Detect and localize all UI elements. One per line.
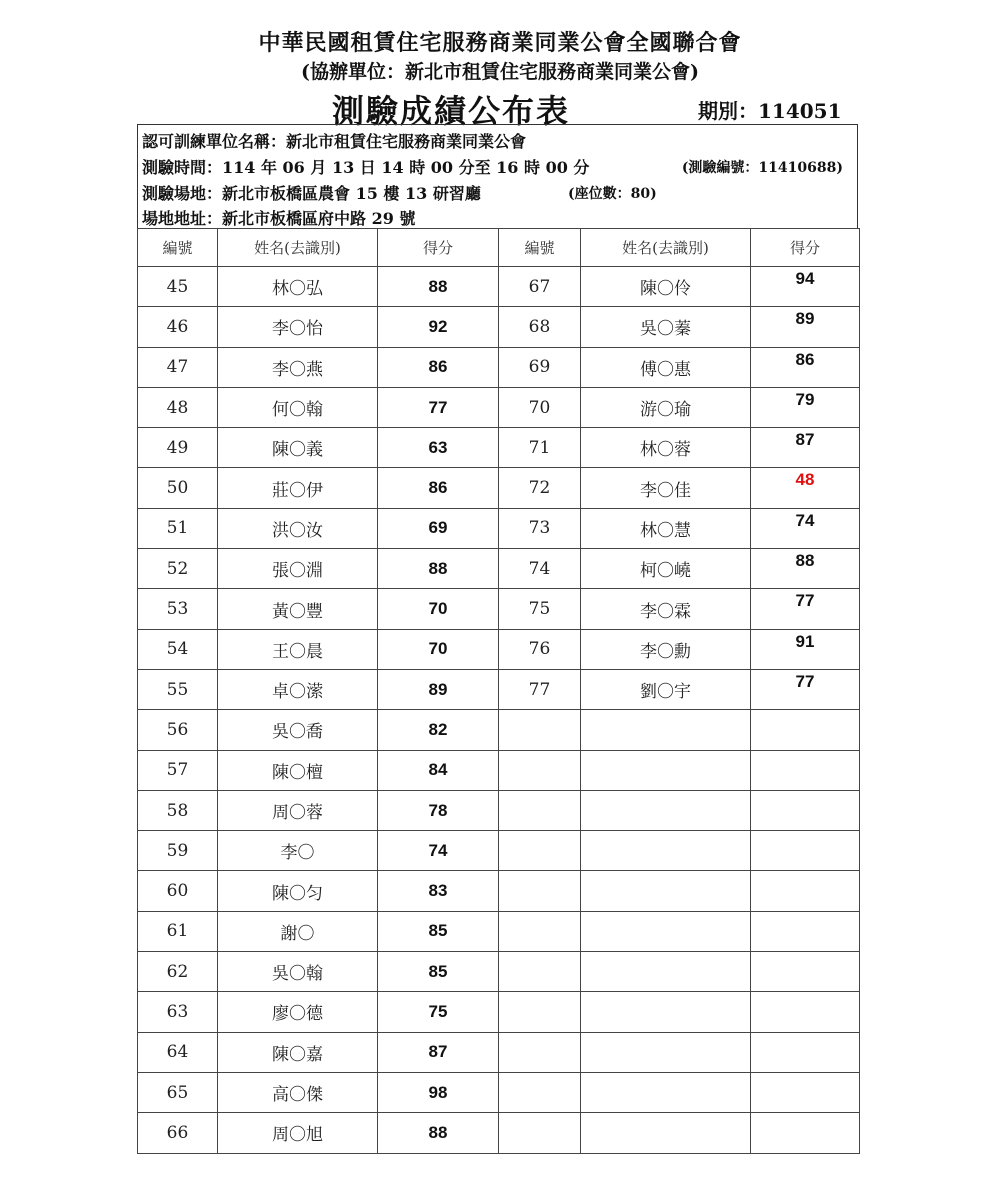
header-score-left: 得分 (378, 229, 499, 267)
table-body (138, 267, 860, 1154)
score-cell: 85 (378, 911, 499, 951)
score-cell: 70 (378, 629, 499, 669)
exam-no-cell: 64 (138, 1032, 218, 1072)
score-value: 77 (795, 591, 815, 611)
exam-no-cell: 48 (138, 387, 218, 427)
empty-cell (751, 790, 860, 830)
exam-no-cell: 58 (138, 790, 218, 830)
empty-cell (499, 750, 581, 790)
candidate-name-cell: 陳〇伶 (581, 267, 751, 307)
score-cell: 87 (378, 1032, 499, 1072)
empty-cell (499, 1072, 581, 1112)
score-cell: 63 (378, 428, 499, 468)
candidate-name-cell: 李〇 (218, 831, 378, 871)
score-cell: 98 (378, 1072, 499, 1112)
co-organizer-line: (協辦單位：新北市租賃住宅服務商業同業公會) (301, 61, 699, 83)
exam-time: 測驗時間：114 年 06 月 13 日 14 時 00 分至 16 時 00 分 (142, 158, 590, 177)
exam-no-cell: 49 (138, 428, 218, 468)
document-title: 測驗成績公布表 (332, 92, 571, 130)
association-title: 中華民國租賃住宅服務商業同業公會全國聯合會 (258, 30, 742, 56)
candidate-name-cell: 吳〇翰 (218, 952, 378, 992)
candidate-name-cell: 張〇淵 (218, 549, 378, 589)
score-cell: 84 (378, 750, 499, 790)
empty-cell (581, 1032, 751, 1072)
table-row (138, 1032, 860, 1072)
exam-no-cell: 61 (138, 911, 218, 951)
exam-no-cell: 76 (499, 629, 581, 669)
exam-no-cell: 75 (499, 589, 581, 629)
exam-no-cell: 59 (138, 831, 218, 871)
candidate-name-cell: 吳〇喬 (218, 710, 378, 750)
score-cell: 85 (378, 952, 499, 992)
score-cell (751, 589, 860, 629)
score-value: 89 (795, 309, 815, 329)
table-row (138, 508, 860, 548)
score-cell: 86 (378, 468, 499, 508)
score-value: 77 (795, 671, 815, 691)
score-value: 86 (795, 349, 815, 369)
failing-score: 48 (795, 470, 815, 490)
table-row (138, 1072, 860, 1112)
score-cell: 82 (378, 710, 499, 750)
candidate-name-cell: 劉〇宇 (581, 669, 751, 709)
exam-no-cell: 56 (138, 710, 218, 750)
empty-cell (751, 952, 860, 992)
score-cell (751, 387, 860, 427)
header-no-left: 編號 (138, 229, 218, 267)
exam-no-cell: 72 (499, 468, 581, 508)
exam-no-cell: 71 (499, 428, 581, 468)
table-row (138, 911, 860, 951)
exam-no-cell: 54 (138, 629, 218, 669)
exam-no-cell: 52 (138, 549, 218, 589)
exam-number: (測驗編號：11410688) (681, 160, 843, 176)
header-name-right: 姓名(去識別) (581, 229, 751, 267)
candidate-name-cell: 柯〇嶢 (581, 549, 751, 589)
score-cell (751, 307, 860, 347)
empty-cell (751, 750, 860, 790)
score-cell: 88 (378, 267, 499, 307)
exam-no-cell: 46 (138, 307, 218, 347)
score-cell (751, 549, 860, 589)
score-cell (751, 428, 860, 468)
header-no-right: 編號 (499, 229, 581, 267)
empty-cell (581, 992, 751, 1032)
score-value: 87 (795, 430, 815, 450)
candidate-name-cell: 陳〇嘉 (218, 1032, 378, 1072)
table-row (138, 871, 860, 911)
exam-no-cell: 57 (138, 750, 218, 790)
exam-no-cell: 67 (499, 267, 581, 307)
candidate-name-cell: 李〇霖 (581, 589, 751, 629)
exam-no-cell: 47 (138, 347, 218, 387)
venue-address: 場地地址：新北市板橋區府中路 29 號 (142, 209, 416, 228)
exam-no-cell: 63 (138, 992, 218, 1032)
score-cell: 74 (378, 831, 499, 871)
empty-cell (581, 871, 751, 911)
exam-no-cell: 51 (138, 508, 218, 548)
score-cell: 78 (378, 790, 499, 830)
candidate-name-cell: 陳〇匀 (218, 871, 378, 911)
training-unit: 認可訓練單位名稱：新北市租賃住宅服務商業同業公會 (142, 132, 527, 151)
exam-no-cell: 68 (499, 307, 581, 347)
empty-cell (499, 952, 581, 992)
empty-cell (751, 871, 860, 911)
candidate-name-cell: 洪〇汝 (218, 508, 378, 548)
score-cell (751, 347, 860, 387)
candidate-name-cell: 林〇蓉 (581, 428, 751, 468)
empty-cell (581, 952, 751, 992)
candidate-name-cell: 莊〇伊 (218, 468, 378, 508)
score-table (137, 228, 860, 1154)
score-cell: 70 (378, 589, 499, 629)
score-cell: 77 (378, 387, 499, 427)
candidate-name-cell: 林〇弘 (218, 267, 378, 307)
candidate-name-cell: 黃〇豐 (218, 589, 378, 629)
empty-cell (581, 911, 751, 951)
empty-cell (751, 710, 860, 750)
candidate-name-cell: 李〇怡 (218, 307, 378, 347)
empty-cell (581, 710, 751, 750)
score-cell (751, 468, 860, 508)
exam-no-cell: 50 (138, 468, 218, 508)
candidate-name-cell: 謝〇 (218, 911, 378, 951)
table-row (138, 347, 860, 387)
exam-no-cell: 69 (499, 347, 581, 387)
empty-cell (499, 911, 581, 951)
table-row (138, 428, 860, 468)
score-cell: 69 (378, 508, 499, 548)
table-row (138, 267, 860, 307)
empty-cell (751, 831, 860, 871)
candidate-name-cell: 林〇慧 (581, 508, 751, 548)
exam-no-cell: 74 (499, 549, 581, 589)
table-row (138, 710, 860, 750)
table-row (138, 387, 860, 427)
header-score-right: 得分 (751, 229, 860, 267)
seat-count: (座位數：80) (568, 186, 657, 202)
exam-no-cell: 62 (138, 952, 218, 992)
table-row (138, 669, 860, 709)
exam-no-cell: 65 (138, 1072, 218, 1112)
candidate-name-cell: 陳〇檀 (218, 750, 378, 790)
score-cell: 83 (378, 871, 499, 911)
table-row (138, 750, 860, 790)
table-row (138, 1113, 860, 1153)
candidate-name-cell: 王〇晨 (218, 629, 378, 669)
candidate-name-cell: 廖〇德 (218, 992, 378, 1032)
exam-no-cell: 60 (138, 871, 218, 911)
empty-cell (499, 871, 581, 911)
header-name-left: 姓名(去識別) (218, 229, 378, 267)
empty-cell (499, 831, 581, 871)
score-cell: 89 (378, 669, 499, 709)
candidate-name-cell: 卓〇潆 (218, 669, 378, 709)
empty-cell (581, 790, 751, 830)
score-value: 94 (795, 269, 815, 288)
empty-cell (751, 911, 860, 951)
candidate-name-cell: 傅〇惠 (581, 347, 751, 387)
candidate-name-cell: 周〇蓉 (218, 790, 378, 830)
empty-cell (751, 1113, 860, 1153)
score-value: 74 (795, 510, 815, 530)
empty-cell (581, 1072, 751, 1112)
table-row (138, 831, 860, 871)
period-label: 期別：114051 (698, 99, 842, 123)
candidate-name-cell: 何〇翰 (218, 387, 378, 427)
empty-cell (581, 750, 751, 790)
exam-venue: 測驗場地：新北市板橋區農會 15 樓 13 研習廳 (142, 184, 481, 203)
table-row (138, 952, 860, 992)
score-cell (751, 267, 860, 307)
score-value: 91 (795, 631, 815, 651)
table-row (138, 629, 860, 669)
score-cell: 88 (378, 549, 499, 589)
score-cell (751, 669, 860, 709)
table-row (138, 992, 860, 1032)
exam-no-cell: 45 (138, 267, 218, 307)
score-cell: 88 (378, 1113, 499, 1153)
score-cell: 92 (378, 307, 499, 347)
empty-cell (499, 1032, 581, 1072)
empty-cell (499, 790, 581, 830)
candidate-name-cell: 李〇燕 (218, 347, 378, 387)
exam-no-cell: 77 (499, 669, 581, 709)
table-row (138, 790, 860, 830)
candidate-name-cell: 周〇旭 (218, 1113, 378, 1153)
exam-no-cell: 66 (138, 1113, 218, 1153)
empty-cell (499, 1113, 581, 1153)
table-row (138, 307, 860, 347)
empty-cell (751, 1072, 860, 1112)
empty-cell (581, 831, 751, 871)
table-header-row (138, 229, 860, 267)
candidate-name-cell: 李〇勳 (581, 629, 751, 669)
empty-cell (751, 992, 860, 1032)
candidate-name-cell: 李〇佳 (581, 468, 751, 508)
exam-info-box (137, 124, 858, 228)
exam-no-cell: 70 (499, 387, 581, 427)
table-row (138, 468, 860, 508)
candidate-name-cell: 陳〇義 (218, 428, 378, 468)
score-cell (751, 629, 860, 669)
score-value: 79 (795, 389, 815, 409)
empty-cell (499, 710, 581, 750)
candidate-name-cell: 吳〇蓁 (581, 307, 751, 347)
exam-no-cell: 73 (499, 508, 581, 548)
score-cell (751, 508, 860, 548)
exam-no-cell: 55 (138, 669, 218, 709)
candidate-name-cell: 高〇傑 (218, 1072, 378, 1112)
score-value: 88 (795, 551, 815, 571)
table-row (138, 589, 860, 629)
table-row (138, 549, 860, 589)
score-cell: 86 (378, 347, 499, 387)
exam-no-cell: 53 (138, 589, 218, 629)
score-cell: 75 (378, 992, 499, 1032)
empty-cell (581, 1113, 751, 1153)
candidate-name-cell: 游〇瑜 (581, 387, 751, 427)
empty-cell (499, 992, 581, 1032)
empty-cell (751, 1032, 860, 1072)
